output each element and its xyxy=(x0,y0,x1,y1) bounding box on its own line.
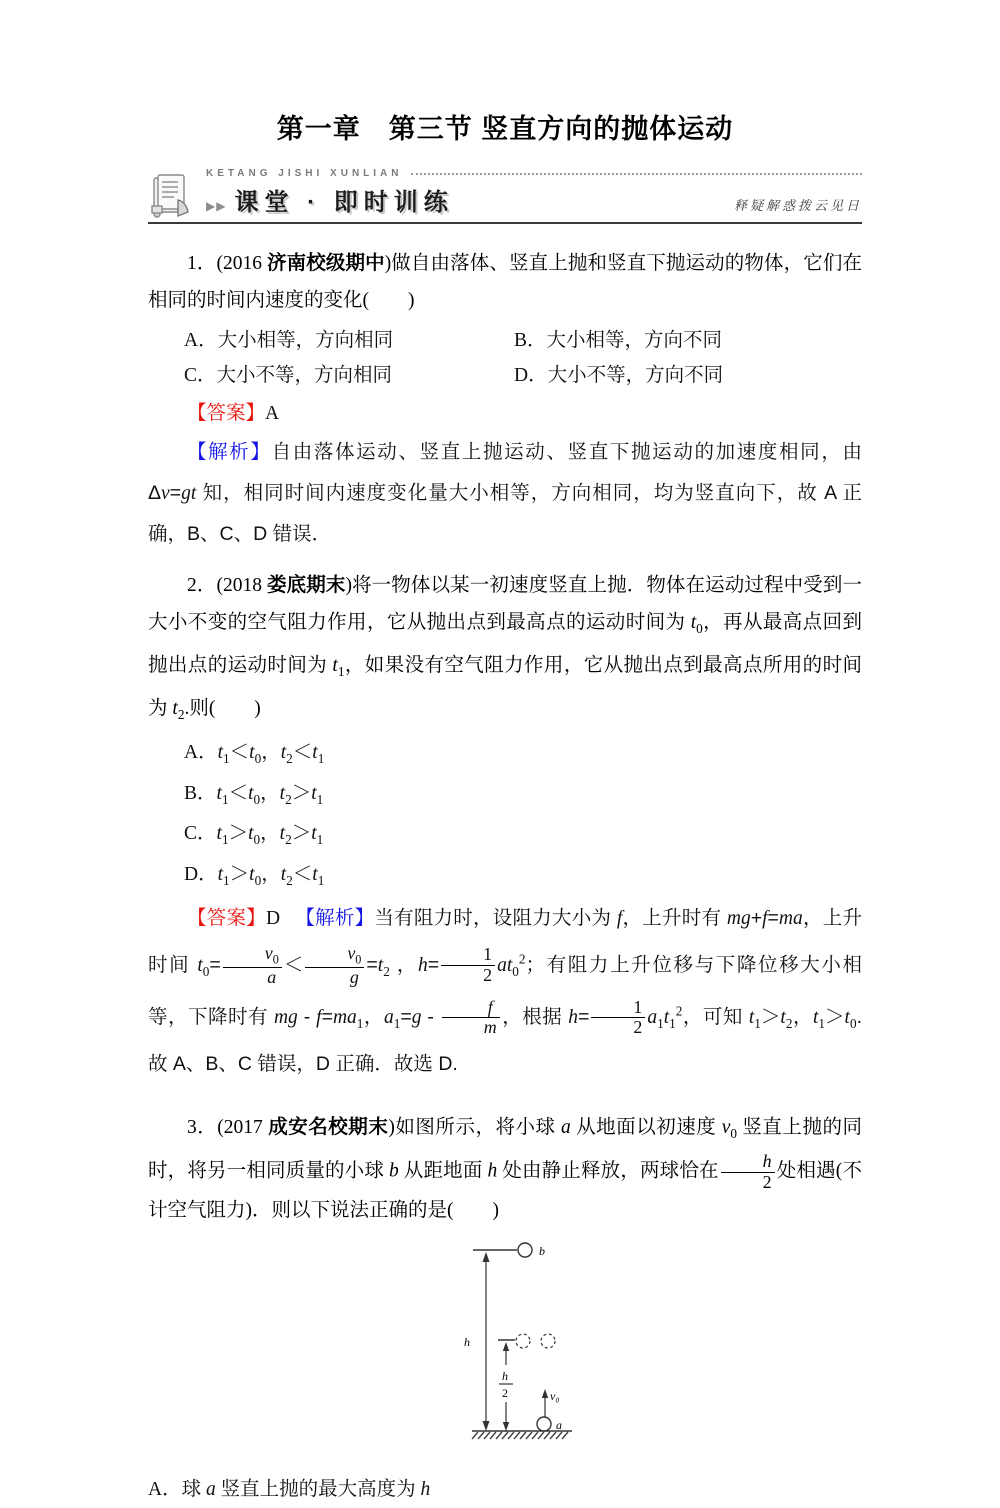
ball-b xyxy=(518,1243,532,1257)
banner-eyebrow: KETANG JISHI XUNLIAN xyxy=(206,168,403,179)
q3-stem: 3．(2017 成安名校期末)如图所示，将小球 a 从地面以初速度 $v_0$ 竖直上抛的同时，将另一相同质量的小球 b 从距地面 h 处由静止释放，两球恰在 $\frac{h}{2}$ 处相遇(不计空气阻力)．则以下说法正确的是( ) xyxy=(148,1116,862,1222)
half-numerator: h xyxy=(502,1369,508,1384)
dotted-rule xyxy=(411,173,863,175)
h-arrow-bottom-head xyxy=(483,1421,490,1431)
answer-label: 【答案】 xyxy=(187,908,266,930)
page-title: 第一章 第三节 竖直方向的抛体运动 xyxy=(276,114,734,144)
q2-options xyxy=(184,735,862,899)
banner-top-row xyxy=(206,168,862,179)
banner-bottom-row xyxy=(206,182,862,217)
q2-option-c: C．$t_1>t_0$，$t_2>t_1$ xyxy=(184,823,324,848)
answer-label: 【答案】 xyxy=(187,403,266,424)
q1-option-b: B．大小相等，方向不同 xyxy=(514,330,723,351)
q1-option-d: D．大小不等，方向不同 xyxy=(514,365,724,386)
q1-option-a: A．大小相等，方向相同 xyxy=(184,330,394,351)
q1-stem: 1．(2016 济南校级期中)做自由落体、竖直上抛和竖直下抛运动的物体，它们在相同的时间内速度的变化( ) xyxy=(148,252,862,311)
banner-main xyxy=(206,168,862,217)
ground-hatching xyxy=(472,1432,568,1439)
q1-analysis xyxy=(148,432,862,555)
banner-heading: 课堂 · 即时训练 xyxy=(234,189,454,216)
h-label: h xyxy=(464,1335,470,1350)
half-arrow-up-head xyxy=(503,1342,509,1351)
ball-a xyxy=(537,1417,551,1431)
half-denominator: 2 xyxy=(502,1386,508,1401)
q2-stem: 2．(2018 娄底期末)将一物体以某一初速度竖直上抛．物体在运动过程中受到一大小不变的空气阻力作用，它从抛出点到最高点的运动时间为 $t_0$，再从最高点回到抛出点的运动时间为 $t_1$，如果没有空气阻力作用，它从抛出点到最高点所用的时间为 $t_2$.则( ) xyxy=(148,574,862,722)
analysis-label: 【解析】 xyxy=(295,908,375,930)
books-logo-icon xyxy=(148,170,198,220)
analysis-label: 【解析】 xyxy=(187,442,272,463)
q2-answer-analysis xyxy=(148,898,862,1085)
q2-answer-value: D xyxy=(265,908,281,930)
banner-tagline: 释疑解惑拨云见日 xyxy=(733,198,862,213)
ball-a-dashed xyxy=(541,1334,555,1348)
q1-options xyxy=(184,324,862,393)
q3-option-a: A．球 a 竖直上抛的最大高度为 h xyxy=(148,1479,431,1501)
ball-a-label: a xyxy=(556,1418,562,1433)
q2-analysis-text: 当有阻力时，设阻力大小为 f，上升时有 mg+f=ma，上升时间 $t_0=$ $\frac{v_0}{a}$ ＜ $\frac{v_0}{g}$ $=t_2$ ，h= $\frac{1}{2}$ $at_0^2$；有阻力上升位移与下降位移大小相等，下降时有 mg - $f=ma_1$，$a_1=g$ - $\frac{f}{m}$ ，根据 h= $\frac{1}{2}$ $a_1t_1^2$，可知 $t_1>t_2$，$t_1>t_0$.故 A、B、C 错误，D 正确．故选 D. xyxy=(148,907,862,1076)
q1-answer-line xyxy=(148,396,862,432)
q1-analysis-text: 自由落体运动、竖直上抛运动、竖直下抛运动的加速度相同，由 Δv=gt 知，相同时间内速度变化量大小相等，方向相同，均为竖直向下，故 A 正确，B、C、D 错误． xyxy=(148,441,862,545)
q2-option-b: B．$t_1<t_0$，$t_2>t_1$ xyxy=(184,782,324,807)
q3-figure xyxy=(458,1239,608,1446)
ball-b-dashed xyxy=(516,1334,530,1348)
v0-label: v₀ xyxy=(550,1389,560,1404)
section-banner xyxy=(148,166,862,224)
half-arrow-down-head xyxy=(503,1422,509,1431)
q2-option-a: A．$t_1<t_0$，$t_2<t_1$ xyxy=(184,741,325,766)
ball-b-label: b xyxy=(539,1244,545,1259)
q2-option-d: D．$t_1>t_0$，$t_2<t_1$ xyxy=(184,864,325,889)
play-arrows-icon: ▶▶ xyxy=(206,199,227,213)
h-arrow-top-head xyxy=(483,1252,490,1262)
q1-option-c: C．大小不等，方向相同 xyxy=(184,365,393,386)
two-balls-diagram xyxy=(458,1239,608,1446)
v0-arrow-head xyxy=(542,1389,548,1398)
q1-answer-value: A xyxy=(265,403,280,424)
